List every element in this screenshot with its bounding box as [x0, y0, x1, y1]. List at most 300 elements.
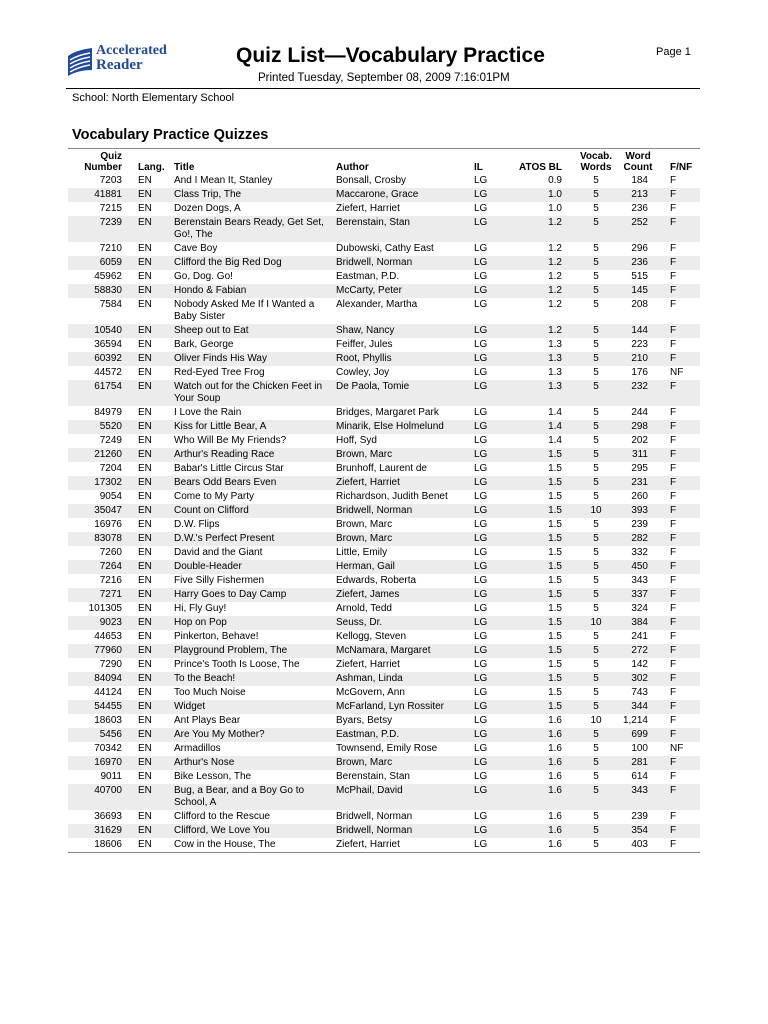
cell-author: Ziefert, James [334, 588, 470, 602]
cell-vocab-words: 5 [576, 188, 616, 202]
cell-vocab-words: 5 [576, 560, 616, 574]
cell-fnf: F [660, 560, 700, 574]
cell-author: Bridwell, Norman [334, 256, 470, 270]
cell-il: LG [474, 687, 488, 698]
cell-fnf: F [670, 407, 677, 418]
table-row [68, 728, 700, 742]
col-header-lang: Lang. [138, 162, 165, 173]
cell-atos-bl: 1.4 [548, 407, 562, 418]
cell-word-count: 403 [631, 839, 648, 850]
cell-atos-bl: 1.6 [548, 743, 562, 754]
cell-title: Five Silly Fishermen [174, 575, 265, 586]
table-row [68, 588, 700, 602]
cell-quiz-number: 7204 [99, 463, 122, 474]
cell-fnf: F [670, 463, 677, 474]
cell-fnf: F [660, 188, 700, 202]
cell-author: Bridwell, Norman [336, 811, 413, 822]
cell-lang: EN [138, 339, 152, 350]
cell-vocab-words: 5 [593, 271, 599, 282]
cell-fnf: F [670, 715, 677, 726]
cell-title: David and the Giant [174, 547, 263, 558]
cell-word-count: 236 [631, 203, 648, 214]
cell-word-count: 324 [631, 603, 648, 614]
cell-title: Bark, George [174, 339, 234, 350]
cell-atos-bl: 1.5 [510, 476, 576, 490]
cell-atos-bl: 1.5 [548, 687, 562, 698]
cell-title: Double-Header [172, 560, 334, 574]
cell-title: Armadillos [174, 743, 221, 754]
cell-il: LG [470, 380, 510, 406]
table-row [68, 462, 700, 476]
cell-vocab-words: 5 [593, 603, 599, 614]
cell-il: LG [474, 715, 488, 726]
cell-fnf: NF [670, 743, 684, 754]
cell-il: LG [474, 519, 488, 530]
cell-atos-bl: 1.4 [548, 435, 562, 446]
cell-author: Ziefert, Harriet [336, 659, 400, 670]
cell-author: Ashman, Linda [334, 672, 470, 686]
cell-lang: EN [130, 448, 172, 462]
cell-il: LG [470, 728, 510, 742]
cell-title: Babar's Little Circus Star [174, 463, 284, 474]
cell-author: Hoff, Syd [336, 435, 377, 446]
cell-title: I Love the Rain [174, 407, 242, 418]
cell-atos-bl: 1.2 [510, 284, 576, 298]
cell-lang: EN [130, 588, 172, 602]
cell-lang: EN [130, 756, 172, 770]
cell-title: To the Beach! [172, 672, 334, 686]
cell-fnf: F [660, 476, 700, 490]
cell-fnf: F [660, 616, 700, 630]
table-row [68, 630, 700, 644]
cell-lang: EN [130, 616, 172, 630]
cell-atos-bl: 1.5 [510, 588, 576, 602]
cell-quiz-number: 7215 [99, 203, 122, 214]
cell-atos-bl: 1.5 [548, 463, 562, 474]
table-row [68, 338, 700, 352]
cell-title: Ant Plays Bear [174, 715, 241, 726]
cell-word-count: 384 [616, 616, 660, 630]
cell-author: Brunhoff, Laurent de [336, 463, 427, 474]
cell-atos-bl: 1.5 [548, 603, 562, 614]
cell-il: LG [470, 672, 510, 686]
printed-timestamp: Printed Tuesday, September 08, 2009 7:16:01PM [258, 72, 510, 84]
cell-atos-bl: 1.5 [510, 700, 576, 714]
cell-quiz-number: 84979 [94, 407, 122, 418]
cell-lang: EN [138, 175, 152, 186]
cell-atos-bl: 1.5 [510, 504, 576, 518]
table-row [68, 824, 700, 838]
cell-fnf: F [670, 519, 677, 530]
cell-lang: EN [138, 715, 152, 726]
cell-word-count: 260 [631, 491, 648, 502]
cell-fnf: F [670, 203, 677, 214]
cell-quiz-number: 18603 [94, 715, 122, 726]
school-name: School: North Elementary School [72, 92, 235, 104]
table-row [68, 216, 700, 242]
cell-il: LG [474, 367, 488, 378]
table-row [68, 504, 700, 518]
cell-fnf: F [670, 299, 677, 310]
cell-lang: EN [130, 284, 172, 298]
cell-il: LG [470, 476, 510, 490]
table-row [68, 546, 700, 560]
cell-atos-bl: 1.5 [510, 532, 576, 546]
cell-lang: EN [130, 644, 172, 658]
cell-fnf: F [670, 771, 677, 782]
cell-atos-bl: 1.5 [510, 560, 576, 574]
cell-author: Herman, Gail [334, 560, 470, 574]
cell-quiz-number: 17302 [68, 476, 130, 490]
cell-title: Nobody Asked Me If I Wanted a Baby Sister [174, 299, 315, 322]
cell-title: Watch out for the Chicken Feet in Your Soup [172, 380, 334, 406]
cell-quiz-number: 7249 [99, 435, 122, 446]
cell-word-count: 450 [616, 560, 660, 574]
cell-il: LG [470, 784, 510, 810]
table-row [68, 448, 700, 462]
cell-il: LG [470, 324, 510, 338]
cell-vocab-words: 5 [576, 352, 616, 366]
cell-title: D.W. Flips [174, 519, 220, 530]
cell-il: LG [470, 284, 510, 298]
cell-quiz-number: 54455 [68, 700, 130, 714]
cell-lang: EN [130, 324, 172, 338]
cell-word-count: 176 [631, 367, 648, 378]
cell-vocab-words: 10 [576, 616, 616, 630]
cell-word-count: 354 [616, 824, 660, 838]
cell-author: Brown, Marc [334, 532, 470, 546]
cell-author: Bridwell, Norman [334, 824, 470, 838]
cell-vocab-words: 5 [593, 491, 599, 502]
cell-fnf: F [660, 216, 700, 242]
cell-lang: EN [130, 532, 172, 546]
col-header-author: Author [336, 162, 369, 173]
cell-vocab-words: 5 [593, 519, 599, 530]
table-row [68, 256, 700, 270]
cell-fnf: F [670, 631, 677, 642]
table-row [68, 784, 700, 810]
cell-il: LG [474, 491, 488, 502]
table-row [68, 658, 700, 672]
cell-atos-bl: 1.6 [548, 839, 562, 850]
cell-lang: EN [138, 547, 152, 558]
cell-quiz-number: 7271 [68, 588, 130, 602]
cell-title: Prince's Tooth Is Loose, The [174, 659, 300, 670]
table-row [68, 838, 700, 852]
cell-il: LG [470, 700, 510, 714]
cell-atos-bl: 1.5 [548, 491, 562, 502]
cell-quiz-number: 21260 [68, 448, 130, 462]
cell-author: Little, Emily [336, 547, 388, 558]
cell-title: Count on Clifford [172, 504, 334, 518]
col-header-quiz-number: Quiz Number [84, 151, 122, 173]
table-row [68, 490, 700, 504]
table-row [68, 202, 700, 216]
cell-word-count: 241 [631, 631, 648, 642]
cell-atos-bl: 1.5 [548, 519, 562, 530]
cell-lang: EN [138, 491, 152, 502]
cell-fnf: F [660, 700, 700, 714]
cell-quiz-number: 18606 [94, 839, 122, 850]
cell-title: Red-Eyed Tree Frog [174, 367, 265, 378]
cell-il: LG [470, 256, 510, 270]
cell-lang: EN [130, 504, 172, 518]
cell-word-count: 145 [616, 284, 660, 298]
quiz-table-body [68, 174, 700, 852]
cell-il: LG [474, 547, 488, 558]
page-number: Page 1 [656, 46, 691, 58]
cell-il: LG [474, 407, 488, 418]
logo-book-icon [66, 46, 94, 76]
table-row [68, 686, 700, 700]
page-title: Quiz List—Vocabulary Practice [236, 44, 545, 67]
cell-il: LG [470, 188, 510, 202]
cell-vocab-words: 5 [593, 463, 599, 474]
cell-quiz-number: 7203 [99, 175, 122, 186]
cell-vocab-words: 5 [576, 756, 616, 770]
col-header-vocab-words: Vocab. Words [579, 151, 613, 173]
cell-quiz-number: 58830 [68, 284, 130, 298]
cell-word-count: 100 [631, 743, 648, 754]
table-row [68, 324, 700, 338]
table-row [68, 560, 700, 574]
cell-author: McNamara, Margaret [334, 644, 470, 658]
cell-title: And I Mean It, Stanley [174, 175, 273, 186]
cell-lang: EN [130, 216, 172, 242]
cell-lang: EN [138, 243, 152, 254]
cell-vocab-words: 5 [576, 700, 616, 714]
cell-author: Edwards, Roberta [336, 575, 417, 586]
cell-lang: EN [138, 631, 152, 642]
cell-lang: EN [138, 771, 152, 782]
cell-quiz-number: 16976 [94, 519, 122, 530]
cell-fnf: F [660, 420, 700, 434]
cell-title: Hi, Fly Guy! [174, 603, 227, 614]
table-row [68, 672, 700, 686]
cell-atos-bl: 1.6 [510, 824, 576, 838]
cell-lang: EN [130, 352, 172, 366]
cell-quiz-number: 9023 [68, 616, 130, 630]
cell-vocab-words: 5 [576, 448, 616, 462]
cell-author: McGovern, Ann [336, 687, 405, 698]
cell-word-count: 210 [616, 352, 660, 366]
cell-title: Arthur's Reading Race [172, 448, 334, 462]
table-row [68, 518, 700, 532]
cell-title: Hop on Pop [172, 616, 334, 630]
cell-title: Bears Odd Bears Even [172, 476, 334, 490]
cell-word-count: 231 [616, 476, 660, 490]
cell-quiz-number: 77960 [68, 644, 130, 658]
table-row [68, 188, 700, 202]
cell-title: Playground Problem, The [172, 644, 334, 658]
cell-quiz-number: 9054 [99, 491, 122, 502]
cell-atos-bl: 0.9 [548, 175, 562, 186]
cell-il: LG [470, 616, 510, 630]
table-row [68, 284, 700, 298]
cell-lang: EN [130, 784, 172, 810]
cell-atos-bl: 1.2 [510, 324, 576, 338]
quiz-table-container [68, 148, 700, 853]
cell-quiz-number: 7210 [99, 243, 122, 254]
cell-vocab-words: 5 [593, 811, 599, 822]
cell-word-count: 298 [616, 420, 660, 434]
cell-lang: EN [138, 203, 152, 214]
cell-vocab-words: 5 [576, 824, 616, 838]
cell-lang: EN [138, 687, 152, 698]
accelerated-reader-logo [66, 44, 176, 78]
cell-il: LG [474, 339, 488, 350]
table-row [68, 380, 700, 406]
cell-author: Root, Phyllis [334, 352, 470, 366]
cell-fnf: NF [670, 367, 684, 378]
cell-author: Seuss, Dr. [334, 616, 470, 630]
cell-il: LG [474, 271, 488, 282]
col-header-atos-bl: ATOS BL [519, 162, 562, 173]
cell-quiz-number: 7239 [68, 216, 130, 242]
cell-quiz-number: 44124 [94, 687, 122, 698]
cell-title: Widget [172, 700, 334, 714]
cell-quiz-number: 35047 [68, 504, 130, 518]
section-title: Vocabulary Practice Quizzes [72, 127, 269, 143]
cell-quiz-number: 70342 [94, 743, 122, 754]
cell-atos-bl: 1.3 [548, 367, 562, 378]
cell-lang: EN [138, 519, 152, 530]
col-header-title: Title [174, 162, 195, 173]
cell-author: Brown, Marc [334, 756, 470, 770]
cell-fnf: F [670, 435, 677, 446]
cell-title: Are You My Mother? [172, 728, 334, 742]
cell-lang: EN [138, 367, 152, 378]
cell-fnf: F [670, 575, 677, 586]
cell-vocab-words: 5 [576, 672, 616, 686]
cell-fnf: F [660, 324, 700, 338]
cell-author: Bridges, Margaret Park [336, 407, 439, 418]
cell-il: LG [470, 532, 510, 546]
cell-word-count: 332 [631, 547, 648, 558]
cell-word-count: 699 [616, 728, 660, 742]
cell-vocab-words: 10 [590, 715, 602, 726]
cell-fnf: F [660, 588, 700, 602]
cell-author: Minarik, Else Holmelund [334, 420, 470, 434]
table-row [68, 532, 700, 546]
cell-author: McCarty, Peter [334, 284, 470, 298]
cell-title: Go, Dog. Go! [174, 271, 233, 282]
cell-fnf: F [660, 672, 700, 686]
cell-author: Byars, Betsy [336, 715, 393, 726]
table-row [68, 714, 700, 728]
col-header-il: IL [474, 162, 483, 173]
table-row [68, 242, 700, 256]
cell-lang: EN [130, 824, 172, 838]
cell-word-count: 282 [616, 532, 660, 546]
cell-vocab-words: 5 [576, 256, 616, 270]
cell-il: LG [470, 216, 510, 242]
cell-il: LG [470, 588, 510, 602]
cell-word-count: 311 [616, 448, 660, 462]
cell-lang: EN [130, 700, 172, 714]
cell-title: Berenstain Bears Ready, Get Set, Go!, The [172, 216, 334, 242]
table-row [68, 298, 700, 324]
cell-title: Oliver Finds His Way [172, 352, 334, 366]
cell-il: LG [474, 659, 488, 670]
cell-fnf: F [660, 644, 700, 658]
cell-word-count: 184 [631, 175, 648, 186]
cell-title: Class Trip, The [172, 188, 334, 202]
cell-vocab-words: 10 [576, 504, 616, 518]
cell-atos-bl: 1.2 [510, 256, 576, 270]
cell-author: Brown, Marc [336, 519, 393, 530]
table-row [68, 602, 700, 616]
cell-vocab-words: 5 [576, 476, 616, 490]
cell-author: Townsend, Emily Rose [336, 743, 438, 754]
cell-lang: EN [130, 672, 172, 686]
cell-author: Maccarone, Grace [334, 188, 470, 202]
cell-author: Alexander, Martha [336, 299, 418, 310]
cell-word-count: 743 [631, 687, 648, 698]
cell-atos-bl: 1.6 [510, 784, 576, 810]
cell-author: Eastman, P.D. [334, 728, 470, 742]
cell-quiz-number: 7290 [99, 659, 122, 670]
cell-vocab-words: 5 [576, 284, 616, 298]
cell-quiz-number: 31629 [68, 824, 130, 838]
cell-fnf: F [660, 380, 700, 406]
cell-title: Harry Goes to Day Camp [172, 588, 334, 602]
cell-vocab-words: 5 [593, 407, 599, 418]
cell-quiz-number: 9011 [100, 771, 122, 782]
table-row [68, 270, 700, 284]
cell-vocab-words: 5 [593, 367, 599, 378]
cell-vocab-words: 5 [576, 588, 616, 602]
cell-il: LG [474, 575, 488, 586]
table-row [68, 700, 700, 714]
cell-fnf: F [660, 504, 700, 518]
cell-title: Cow in the House, The [174, 839, 276, 850]
cell-lang: EN [130, 380, 172, 406]
cell-word-count: 144 [616, 324, 660, 338]
cell-il: LG [470, 448, 510, 462]
cell-quiz-number: 36594 [94, 339, 122, 350]
cell-atos-bl: 1.5 [548, 631, 562, 642]
table-row [68, 174, 700, 188]
cell-fnf: F [660, 532, 700, 546]
cell-fnf: F [670, 687, 677, 698]
cell-word-count: 272 [616, 644, 660, 658]
table-row [68, 434, 700, 448]
cell-quiz-number: 7216 [99, 575, 122, 586]
cell-word-count: 208 [631, 299, 648, 310]
cell-lang: EN [138, 463, 152, 474]
table-row [68, 644, 700, 658]
cell-author: Bridwell, Norman [334, 504, 470, 518]
cell-fnf: F [670, 271, 677, 282]
cell-word-count: 236 [616, 256, 660, 270]
cell-author: Ziefert, Harriet [334, 476, 470, 490]
cell-fnf: F [670, 659, 677, 670]
cell-title: D.W.'s Perfect Present [172, 532, 334, 546]
cell-il: LG [474, 743, 488, 754]
cell-atos-bl: 1.5 [548, 575, 562, 586]
cell-title: Too Much Noise [174, 687, 246, 698]
cell-vocab-words: 5 [576, 216, 616, 242]
cell-fnf: F [660, 284, 700, 298]
table-row [68, 810, 700, 824]
cell-quiz-number: 7264 [68, 560, 130, 574]
cell-author: Dubowski, Cathy East [336, 243, 434, 254]
table-row [68, 574, 700, 588]
cell-il: LG [474, 175, 488, 186]
cell-title: Kiss for Little Bear, A [172, 420, 334, 434]
cell-atos-bl: 1.2 [548, 271, 562, 282]
